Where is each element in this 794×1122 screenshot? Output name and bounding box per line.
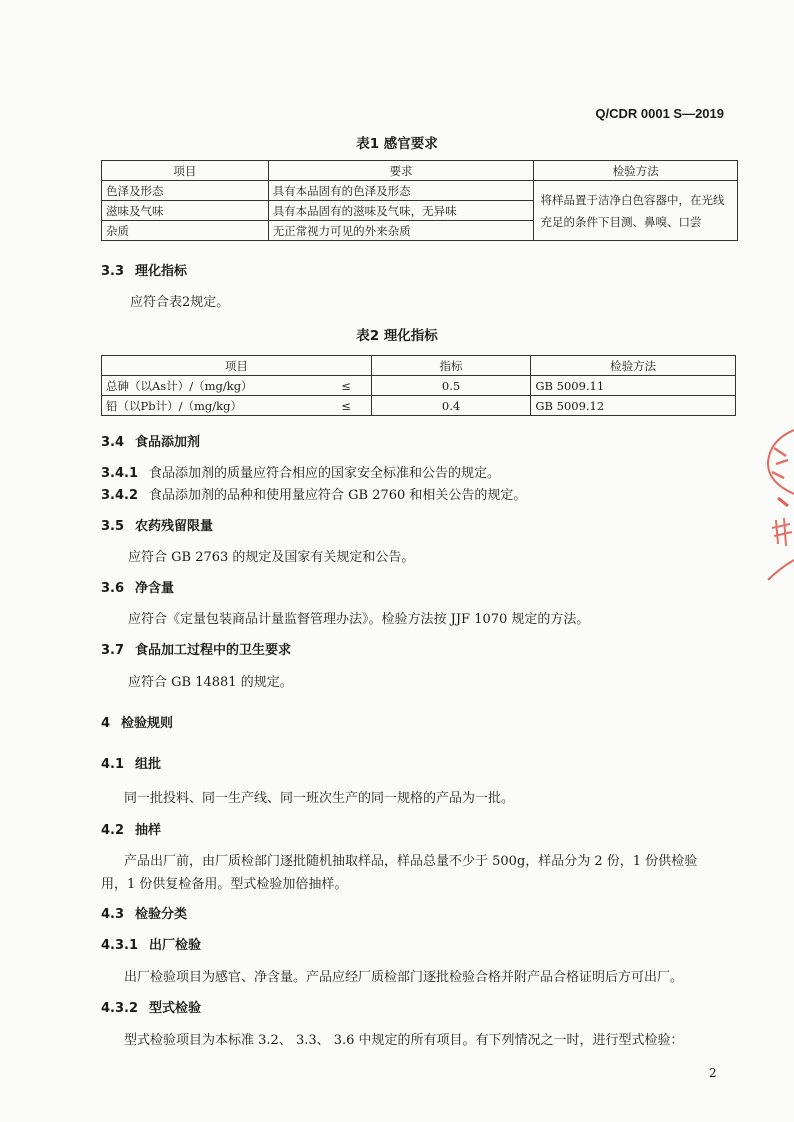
table-row: [102, 181, 738, 201]
table-row: [102, 396, 736, 416]
table-cell: 具有本品固有的滋味及气味，无异味: [268, 201, 534, 221]
paragraph: 出厂检验项目为感官、净含量。产品应经厂质检部门逐批检验合格并附产品合格证明后方可出厂。: [124, 970, 684, 985]
section-heading: 3.4 食品添加剂: [101, 435, 201, 450]
section-heading: 3.3 理化指标: [101, 264, 188, 279]
table-cell: ≤: [321, 376, 371, 396]
table-header-cell: 要求: [268, 161, 534, 181]
table-cell: 具有本品固有的色泽及形态: [268, 181, 534, 201]
table-cell: GB 5009.11: [531, 376, 736, 396]
section-heading: 4.1 组批: [101, 757, 162, 772]
table-cell: 滋味及气味: [102, 201, 269, 221]
table-header-cell: 指标: [371, 356, 531, 376]
table-header-row: [102, 356, 736, 376]
table-header-cell: 检验方法: [534, 161, 738, 181]
subsection-heading: 4.3.1 出厂检验: [101, 938, 202, 953]
table-cell: 0.4: [371, 396, 531, 416]
table-cell: 铅（以Pb计）/（mg/kg）: [102, 396, 322, 416]
table2: [101, 355, 736, 416]
table-row: [102, 376, 736, 396]
page-number: 2: [709, 1066, 717, 1080]
paragraph: 型式检验项目为本标准 3.2、 3.3、 3.6 中规定的所有项目。有下列情况之一时，进行型式检验：: [124, 1033, 684, 1048]
table-cell: 0.5: [371, 376, 531, 396]
chapter-heading: 4 检验规则: [101, 716, 174, 731]
paragraph: 同一批投料、同一生产线、同一班次生产的同一规格的产品为一批。: [124, 791, 515, 806]
paragraph: 应符合《定量包装商品计量监督管理办法》。检验方法按 JJF 1070 规定的方法。: [128, 612, 590, 627]
table-header-cell: 检验方法: [531, 356, 736, 376]
seal-stamp: [764, 420, 794, 585]
section-heading: 3.6 净含量: [101, 581, 175, 596]
seal-mark: [764, 420, 794, 585]
clause: 3.4.2 食品添加剂的品种和使用量应符合 GB 2760 和相关公告的规定。: [101, 488, 527, 503]
paragraph-line: 产品出厂前，由厂质检部门逐批随机抽取样品，样品总量不少于 500g，样品分为 2 份，1 份供检验: [124, 854, 698, 869]
section-heading: 4.2 抽样: [101, 823, 162, 838]
subsection-heading: 4.3.2 型式检验: [101, 1001, 202, 1016]
paragraph: 应符合 GB 14881 的规定。: [128, 675, 293, 690]
table-cell: 杂质: [102, 221, 269, 241]
table-cell: 色泽及形态: [102, 181, 269, 201]
paragraph: 应符合 GB 2763 的规定及国家有关规定和公告。: [128, 550, 415, 565]
section-heading: 4.3 检验分类: [101, 907, 188, 922]
table-cell: 无正常视力可见的外来杂质: [268, 221, 534, 241]
table1: [101, 160, 738, 241]
table-cell: ≤: [321, 396, 371, 416]
table-header-cell: 项目: [102, 356, 372, 376]
paragraph: 应符合表2规定。: [130, 295, 230, 310]
paragraph-line: 用，1 份供复检备用。型式检验加倍抽样。: [101, 877, 348, 892]
standard-code: Q/CDR 0001 S—2019: [595, 106, 724, 121]
table-header-cell: 项目: [102, 161, 269, 181]
section-heading: 3.5 农药残留限量: [101, 519, 214, 534]
clause: 3.4.1 食品添加剂的质量应符合相应的国家安全标准和公告的规定。: [101, 466, 501, 481]
section-heading: 3.7 食品加工过程中的卫生要求: [101, 643, 292, 658]
table1-caption: 表1 感官要求: [356, 136, 438, 152]
table-cell: 总砷（以As计）/（mg/kg）: [102, 376, 322, 396]
table-header-row: [102, 161, 738, 181]
method-cell: 将样品置于洁净白色容器中，在光线充足的条件下目测、鼻嗅、口尝: [534, 181, 738, 241]
table-cell: GB 5009.12: [531, 396, 736, 416]
table2-caption: 表2 理化指标: [356, 328, 438, 344]
